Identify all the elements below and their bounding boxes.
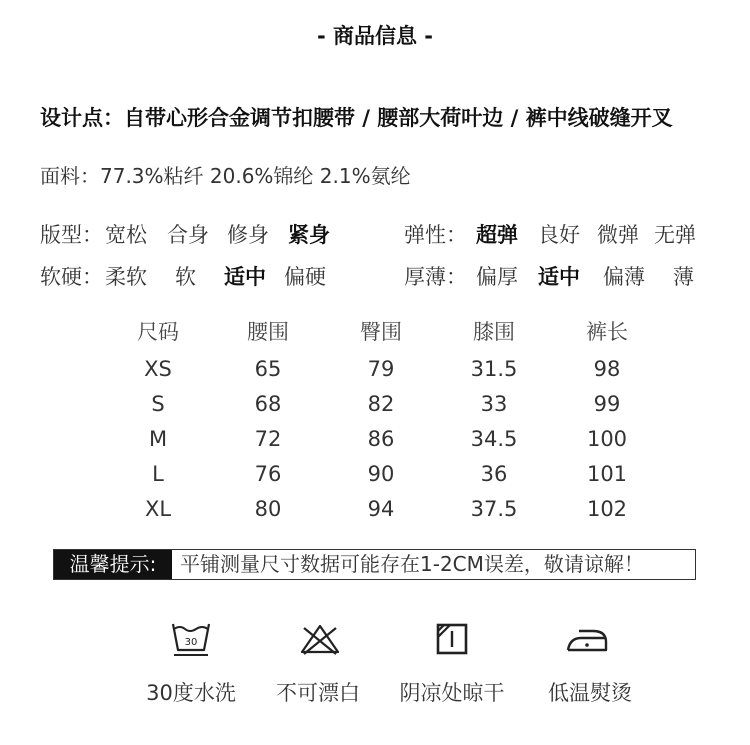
elasticity-option-none: 无弹	[654, 223, 696, 247]
fit-option-slim: 修身	[227, 223, 269, 247]
table-cell: 82	[367, 392, 395, 416]
care-label-iron: 低温熨烫	[548, 681, 632, 705]
notice-box	[53, 549, 696, 580]
fit-option-regular: 合身	[167, 223, 209, 247]
table-cell: 99	[593, 392, 621, 416]
table-cell: 79	[367, 357, 395, 381]
table-cell: XS	[144, 357, 172, 381]
table-cell: 33	[480, 392, 508, 416]
table-cell: 31.5	[470, 357, 518, 381]
table-cell: 65	[254, 357, 282, 381]
table-cell: 90	[367, 462, 395, 486]
notice-label: 温馨提示:	[54, 550, 172, 579]
table-cell: 37.5	[470, 497, 518, 521]
fabric-composition: 面料：77.3%粘纤 20.6%锦纶 2.1%氨纶	[40, 164, 411, 188]
table-cell: 101	[586, 462, 628, 486]
elasticity-label: 弹性：	[404, 223, 467, 247]
care-label-wash: 30度水洗	[146, 681, 236, 705]
wash-30-icon	[169, 618, 213, 658]
table-cell: 102	[586, 497, 628, 521]
thickness-option-very-thin: 薄	[673, 265, 694, 289]
page-title: - 商品信息 -	[316, 24, 434, 48]
table-cell: 36	[480, 462, 508, 486]
thickness-option-thin: 偏薄	[603, 265, 645, 289]
table-header-length: 裤长	[586, 320, 628, 344]
softness-label: 软硬：	[40, 265, 103, 289]
care-label-bleach: 不可漂白	[276, 681, 360, 705]
notice-text: 平铺测量尺寸数据可能存在1-2CM误差，敬请谅解！	[180, 552, 644, 576]
elasticity-option-slight: 微弹	[597, 223, 639, 247]
fit-option-tight: 紧身	[288, 223, 330, 247]
table-cell: 86	[367, 427, 395, 451]
fit-option-loose: 宽松	[105, 223, 147, 247]
table-cell: 100	[586, 427, 628, 451]
softness-option-soft: 柔软	[105, 265, 147, 289]
design-points: 设计点：自带心形合金调节扣腰带 / 腰部大荷叶边 / 裤中线破缝开叉	[40, 106, 673, 130]
table-header-waist: 腰围	[247, 320, 289, 344]
table-cell: XL	[144, 497, 172, 521]
thickness-option-thick: 偏厚	[476, 265, 518, 289]
table-cell: 34.5	[470, 427, 518, 451]
table-cell: M	[148, 427, 168, 451]
table-cell: 68	[254, 392, 282, 416]
softness-option-hard: 偏硬	[284, 265, 326, 289]
elasticity-option-super: 超弹	[476, 223, 518, 247]
table-cell: S	[151, 392, 165, 416]
elasticity-option-good: 良好	[538, 223, 580, 247]
shade-dry-icon	[430, 618, 474, 658]
table-cell: 76	[254, 462, 282, 486]
low-iron-icon	[565, 618, 609, 658]
softness-option-softer: 软	[175, 265, 196, 289]
table-cell: 80	[254, 497, 282, 521]
thickness-option-medium: 适中	[538, 265, 580, 289]
softness-option-medium: 适中	[224, 265, 266, 289]
no-bleach-icon	[298, 618, 342, 658]
table-cell: L	[152, 462, 164, 486]
thickness-label: 厚薄：	[404, 265, 467, 289]
table-cell: 94	[367, 497, 395, 521]
fit-label: 版型：	[40, 223, 103, 247]
table-header-knee: 膝围	[473, 320, 515, 344]
care-label-dry: 阴凉处晾干	[399, 681, 505, 705]
table-header-hip: 臀围	[360, 320, 402, 344]
table-header-size: 尺码	[137, 320, 179, 344]
table-cell: 72	[254, 427, 282, 451]
table-cell: 98	[593, 357, 621, 381]
wash-temp-text: 30	[184, 637, 198, 648]
